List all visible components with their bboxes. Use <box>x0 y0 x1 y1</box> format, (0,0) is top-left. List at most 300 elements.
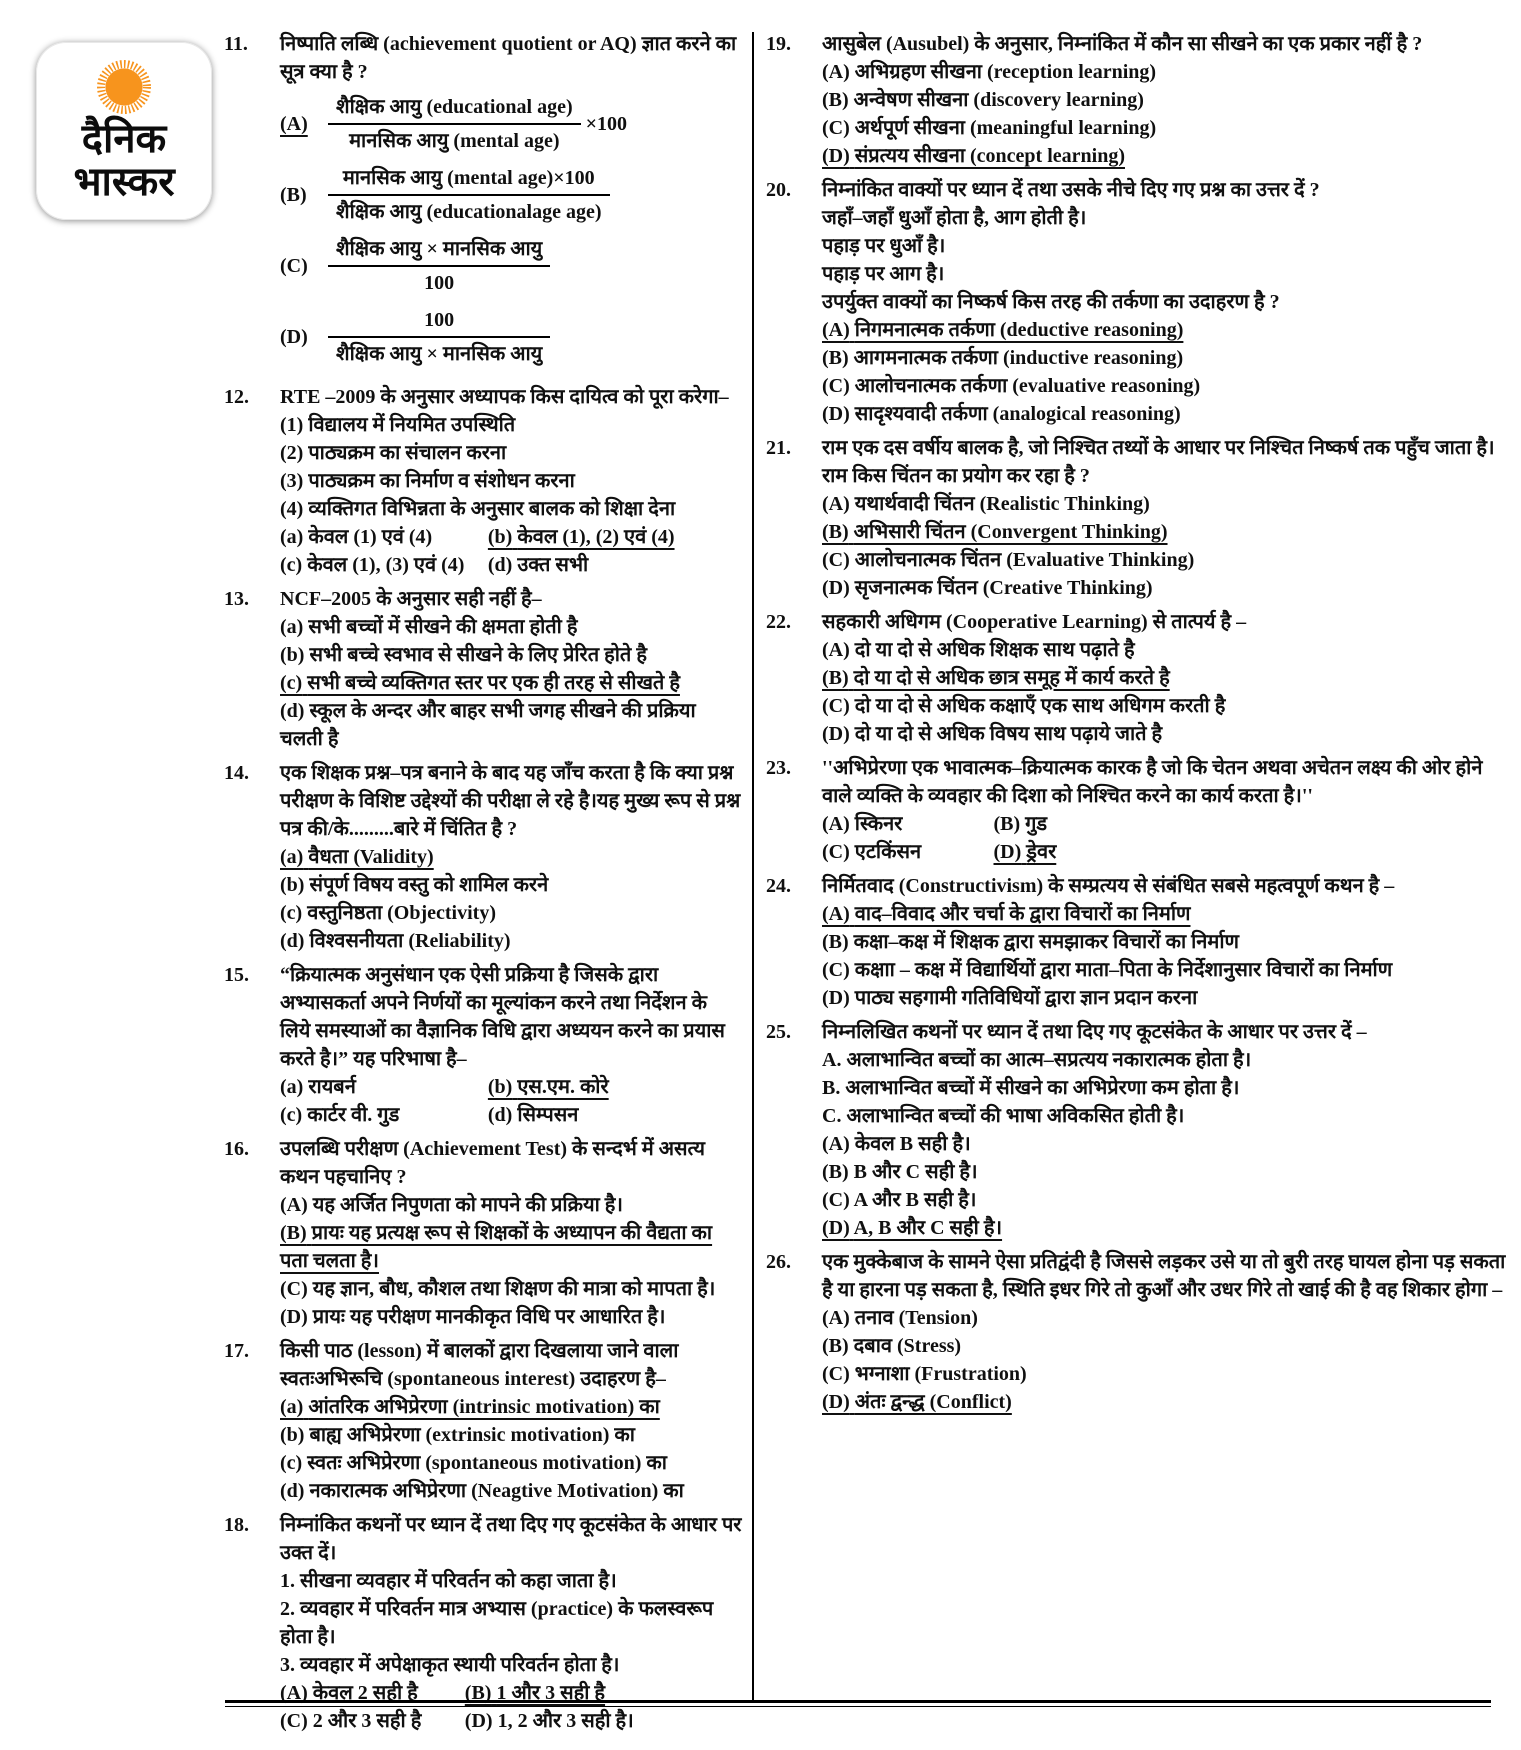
option-label: (c) <box>280 672 303 694</box>
answer-option-row <box>280 1707 742 1735</box>
option-label: (B) <box>822 1335 849 1357</box>
option-content <box>280 1222 712 1272</box>
answer-option <box>280 1073 488 1101</box>
question-20 <box>766 176 1508 428</box>
option-text: संपूर्ण विषय वस्तु को शामिल करने <box>309 874 549 896</box>
option-text: B और C सही है। <box>853 1161 978 1183</box>
question-number: 18. <box>224 1514 249 1536</box>
option-content <box>280 700 696 750</box>
option-label: (C) <box>280 255 308 277</box>
option-text: विश्वसनीयता (Reliability) <box>309 930 511 952</box>
answer-option <box>822 400 1508 428</box>
option-label: (A) <box>822 903 850 925</box>
answer-option <box>280 1275 742 1303</box>
option-text: केवल B सही है। <box>854 1133 971 1155</box>
question-column-left <box>224 30 752 1741</box>
answer-option <box>280 1707 465 1735</box>
option-text: उक्त सभी <box>517 554 589 576</box>
option-text: सभी बच्चे स्वभाव से सीखने के लिए प्रेरित होते है <box>309 644 647 666</box>
answer-option <box>465 1707 742 1735</box>
option-label: (D) <box>280 326 308 348</box>
answer-option <box>280 697 742 753</box>
answer-option <box>280 523 488 551</box>
option-label: (a) <box>280 616 304 638</box>
option-text: आंतरिक अभिप्रेरणा (intrinsic motivation) का <box>308 1396 660 1418</box>
question-number: 15. <box>224 964 249 986</box>
option-text: भग्नाशा (Frustration) <box>854 1363 1027 1385</box>
question-12 <box>224 383 742 579</box>
option-label: (C) <box>280 1710 308 1732</box>
question-text: B. अलाभान्वित बच्चों में सीखने का अभिप्रेरणा कम होता है। <box>822 1077 1240 1099</box>
option-label: (a) <box>280 526 304 548</box>
answer-option <box>822 984 1508 1012</box>
option-text: केवल (1), (3) एवं (4) <box>307 554 465 576</box>
option-label: (D) <box>822 145 850 167</box>
question-24 <box>766 872 1508 1012</box>
answer-option <box>822 928 1508 956</box>
option-text: कार्टर वी. गुड <box>307 1104 400 1126</box>
question-text: किसी पाठ (lesson) में बालकों द्वारा दिखलाया जाने वाला स्वतःअभिरूचि (spontaneous interest) उदाहरण है– <box>280 1340 679 1390</box>
option-label: (C) <box>822 959 850 981</box>
option-content <box>465 1710 634 1732</box>
option-content <box>822 959 1392 981</box>
option-content <box>994 841 1057 863</box>
option-text: एस.एम. कोरे <box>517 1076 609 1098</box>
option-label: (d) <box>280 930 305 952</box>
question-text: निम्नांकित वाक्यों पर ध्यान दें तथा उसके नीचे दिए गए प्रश्न का उत्तर दें ? <box>822 179 1320 201</box>
formula-option <box>280 306 742 368</box>
option-text: सभी बच्चे व्यक्तिगत स्तर पर एक ही तरह से सीखते है <box>307 672 680 694</box>
option-content <box>280 616 577 638</box>
question-body <box>822 176 1508 428</box>
option-content <box>822 987 1197 1009</box>
question-number: 20. <box>766 179 791 201</box>
option-label: (D) <box>822 1391 850 1413</box>
option-label: (A) <box>280 1682 308 1704</box>
question-body <box>280 1337 742 1505</box>
question-text: एक शिक्षक प्रश्न–पत्र बनाने के बाद यह जाँच करता है कि क्या प्रश्न परीक्षण के विशिष्ट उद्देश्यों की परीक्षा ले रहे है।यह मुख्य रूप से प्रश्न पत्र की/के.........बारे में चिंतित है ? <box>280 762 741 840</box>
option-content <box>822 695 1225 717</box>
option-text: नकारात्मक अभिप्रेरणा (Neagtive Motivation) का <box>309 1480 684 1502</box>
option-content <box>280 1194 623 1216</box>
question-column-right <box>752 30 1508 1741</box>
option-content <box>822 145 1125 167</box>
question-text: निर्मितवाद (Constructivism) के सम्प्रत्यय से संबंधित सबसे महत्वपूर्ण कथन है – <box>822 875 1395 897</box>
bottom-rule <box>225 1700 1491 1707</box>
option-content <box>822 1133 971 1155</box>
question-text: पहाड़ पर धुआँ है। <box>822 235 946 257</box>
option-content <box>822 521 1168 543</box>
answer-option <box>822 518 1508 546</box>
option-text: संप्रत्यय सीखना (concept learning) <box>854 145 1125 167</box>
option-label: (c) <box>280 554 303 576</box>
option-text: यथार्थवादी चिंतन (Realistic Thinking) <box>854 493 1150 515</box>
option-content <box>280 554 464 576</box>
fraction-denominator: मानसिक आयु (mental age) <box>349 130 560 152</box>
answer-option <box>822 1304 1508 1332</box>
option-label: (d) <box>280 700 305 722</box>
option-text: सभी बच्चों में सीखने की क्षमता होती है <box>308 616 578 638</box>
question-21 <box>766 434 1508 602</box>
question-text: C. अलाभान्वित बच्चों की भाषा अविकसित होती है। <box>822 1105 1185 1127</box>
question-text: निम्नलिखित कथनों पर ध्यान दें तथा दिए गए कूटसंकेत के आधार पर उत्तर दें – <box>822 1021 1367 1043</box>
option-text: दो या दो से अधिक शिक्षक साथ पढ़ाते है <box>854 639 1135 661</box>
option-label: (d) <box>280 1480 305 1502</box>
option-content <box>280 1480 684 1502</box>
option-content <box>822 903 1191 925</box>
option-content <box>280 1424 635 1446</box>
option-content <box>822 493 1150 515</box>
option-content <box>280 1104 399 1126</box>
question-body <box>822 30 1508 170</box>
option-text: प्रायः यह प्रत्यक्ष रूप से शिक्षकों के अध्यापन की वैद्यता का पता चलता है। <box>280 1222 713 1272</box>
question-number: 26. <box>766 1251 791 1273</box>
option-label: (D) <box>822 403 850 425</box>
question-text: आसुबेल (Ausubel) के अनुसार, निम्नांकित में कौन सा सीखने का एक प्रकार नहीं है ? <box>822 33 1423 55</box>
option-text: 1 और 3 सही है <box>496 1682 606 1704</box>
answer-option <box>280 1477 742 1505</box>
fraction-numerator: शैक्षिक आयु (educational age) <box>328 93 581 125</box>
option-label: (a) <box>280 1076 304 1098</box>
option-content <box>822 347 1183 369</box>
answer-option <box>822 1388 1508 1416</box>
option-content <box>822 723 1162 745</box>
answer-option <box>822 664 1508 692</box>
option-text: स्किनर <box>854 813 903 835</box>
option-text: दबाव (Stress) <box>853 1335 962 1357</box>
answer-option <box>280 843 742 871</box>
option-label: (A) <box>280 113 308 135</box>
option-content <box>822 813 902 835</box>
fraction <box>328 235 550 297</box>
option-text: पाठ्य सहगामी गतिविधियों द्वारा ज्ञान प्रदान करना <box>854 987 1198 1009</box>
question-body <box>822 872 1508 1012</box>
option-content <box>822 1391 1012 1413</box>
fraction-numerator: 100 <box>328 306 550 338</box>
option-label: (B) <box>822 347 849 369</box>
fraction-numerator: शैक्षिक आयु × मानसिक आयु <box>328 235 550 267</box>
answer-option <box>280 613 742 641</box>
option-text: सिम्पसन <box>517 1104 579 1126</box>
option-text: सृजनात्मक चिंतन (Creative Thinking) <box>854 577 1153 599</box>
option-text: अर्थपूर्ण सीखना (meaningful learning) <box>854 117 1157 139</box>
question-body <box>280 759 742 955</box>
option-label: (B) <box>822 89 849 111</box>
option-content <box>822 1335 961 1357</box>
option-label: (D) <box>822 1217 850 1239</box>
option-content <box>280 1396 660 1418</box>
question-number: 12. <box>224 386 249 408</box>
answer-option <box>822 546 1508 574</box>
option-label: (D) <box>822 577 850 599</box>
question-text: 1. सीखना व्यवहार में परिवर्तन को कहा जाता है। <box>280 1570 617 1592</box>
option-text: दो या दो से अधिक विषय साथ पढ़ाये जाते है <box>854 723 1163 745</box>
question-text: “क्रियात्मक अनुसंधान एक ऐसी प्रक्रिया है जिसके द्वारा अभ्यासकर्ता अपने निर्णयों का मूल्यांकन करने तथा निर्देशन के लिये समस्याओं का वैज्ञानिक विधि द्वारा अध्ययन करने का प्रयास करते है।” यह परिभाषा है– <box>280 964 725 1070</box>
option-text: केवल (1) एवं (4) <box>308 526 433 548</box>
dainik-bhaskar-logo <box>36 42 212 220</box>
option-label: (A) <box>822 1307 850 1329</box>
question-number: 24. <box>766 875 791 897</box>
option-label: (C) <box>822 117 850 139</box>
option-label: (A) <box>822 493 850 515</box>
question-number: 21. <box>766 437 791 459</box>
option-text: A और B सही है। <box>853 1189 977 1211</box>
option-label: (B) <box>822 1161 849 1183</box>
question-text: (1) विद्यालय में नियमित उपस्थिति <box>280 414 516 436</box>
option-content <box>822 117 1156 139</box>
question-text: (4) व्यक्तिगत विभिन्नता के अनुसार बालक को शिक्षा देना <box>280 498 676 520</box>
question-25 <box>766 1018 1508 1242</box>
answer-option <box>280 1449 742 1477</box>
option-label: (C) <box>822 549 850 571</box>
option-text: अंतः द्वन्द्ध (Conflict) <box>854 1391 1012 1413</box>
question-16 <box>224 1135 742 1331</box>
question-number: 17. <box>224 1340 249 1362</box>
option-text: स्वतः अभिप्रेरणा (spontaneous motivation) का <box>307 1452 667 1474</box>
answer-option <box>280 1219 742 1275</box>
answer-option <box>822 720 1508 748</box>
fraction-suffix: ×100 <box>585 113 628 135</box>
option-label: (A) <box>822 813 850 835</box>
option-label: (D) <box>464 1710 493 1732</box>
answer-option <box>280 1101 488 1129</box>
option-text: अभिसारी चिंतन (Convergent Thinking) <box>853 521 1168 543</box>
question-number: 25. <box>766 1021 791 1043</box>
option-label: (b) <box>280 874 305 896</box>
answer-option <box>822 1332 1508 1360</box>
option-content <box>280 1452 667 1474</box>
answer-option <box>488 551 742 579</box>
answer-option <box>822 372 1508 400</box>
option-content <box>822 403 1181 425</box>
option-label: (C) <box>822 375 850 397</box>
option-content <box>280 1710 421 1732</box>
option-label: (B) <box>280 184 307 206</box>
answer-option <box>822 692 1508 720</box>
answer-option <box>822 344 1508 372</box>
answer-option <box>822 900 1508 928</box>
option-label: (b) <box>487 1076 513 1098</box>
answer-option <box>822 1158 1508 1186</box>
option-label: (D) <box>280 1306 308 1328</box>
question-15 <box>224 961 742 1129</box>
option-label: (c) <box>280 1104 303 1126</box>
answer-option <box>994 810 1509 838</box>
answer-option <box>822 1130 1508 1158</box>
option-content <box>822 61 1156 83</box>
question-text: 3. व्यवहार में अपेक्षाकृत स्थायी परिवर्तन होता है। <box>280 1654 620 1676</box>
option-label: (a) <box>280 1396 304 1418</box>
option-label: (c) <box>280 902 303 924</box>
option-text: एटकिंसन <box>854 841 922 863</box>
question-body <box>280 961 742 1129</box>
option-content <box>488 1104 579 1126</box>
question-23 <box>766 754 1508 866</box>
option-content <box>280 644 647 666</box>
option-label: (A) <box>822 639 850 661</box>
option-label: (A) <box>822 1133 850 1155</box>
sun-icon <box>93 56 155 118</box>
answer-option <box>822 636 1508 664</box>
question-text: निम्नांकित कथनों पर ध्यान दें तथा दिए गए कूटसंकेत के आधार पर उक्त दें। <box>280 1514 742 1564</box>
option-text: रायबर्न <box>308 1076 356 1098</box>
question-text: उपलब्धि परीक्षण (Achievement Test) के सन्दर्भ में असत्य कथन पहचानिए ? <box>280 1138 705 1188</box>
answer-option <box>822 114 1508 142</box>
option-text: बाह्य अभिप्रेरणा (extrinsic motivation) का <box>309 1424 635 1446</box>
option-label: (d) <box>487 554 513 576</box>
option-label: (D) <box>822 723 850 745</box>
option-label: (b) <box>487 526 513 548</box>
option-label: (a) <box>280 846 304 868</box>
question-number: 23. <box>766 757 791 779</box>
option-content <box>488 554 588 576</box>
question-body <box>822 608 1508 748</box>
question-text: राम एक दस वर्षीय बालक है, जो निश्चित तथ्यों के आधार पर निश्चित निष्कर्ष तक पहुँच जाता है। राम किस चिंतन का प्रयोग कर रहा है ? <box>822 437 1495 487</box>
option-text: गुड <box>1025 813 1048 835</box>
answer-option <box>822 1360 1508 1388</box>
option-text: प्रायः यह परीक्षण मानकीकृत विधि पर आधारित है। <box>312 1306 666 1328</box>
option-label: (D) <box>822 987 850 1009</box>
question-number: 14. <box>224 762 249 784</box>
question-text: (3) पाठ्यक्रम का निर्माण व संशोधन करना <box>280 470 575 492</box>
option-content <box>488 1076 609 1098</box>
question-text: निष्पाति लब्धि (achievement quotient or AQ) ज्ञात करने का सूत्र क्या है ? <box>280 33 737 83</box>
question-text: (2) पाठ्यक्रम का संचालन करना <box>280 442 507 464</box>
option-label: (C) <box>822 1363 850 1385</box>
option-text: आगमनात्मक तर्कणा (inductive reasoning) <box>853 347 1184 369</box>
option-text: सादृश्यवादी तर्कणा (analogical reasoning) <box>854 403 1181 425</box>
option-label: (C) <box>822 841 850 863</box>
answer-option <box>488 1101 742 1129</box>
option-content <box>280 1278 715 1300</box>
option-label: (C) <box>822 695 850 717</box>
option-text: स्कूल के अन्दर और बाहर सभी जगह सीखने की प्रक्रिया चलती है <box>280 700 696 750</box>
option-text: तनाव (Tension) <box>854 1307 978 1329</box>
answer-option <box>280 1393 742 1421</box>
option-text: A, B और C सही है। <box>853 1217 1003 1239</box>
option-content <box>822 375 1200 397</box>
answer-option <box>280 899 742 927</box>
question-body <box>822 1018 1508 1242</box>
answer-option <box>280 1303 742 1331</box>
logo-text-line1: दैनिक <box>81 116 167 162</box>
question-17 <box>224 1337 742 1505</box>
option-text: वैधता (Validity) <box>308 846 434 868</box>
option-text: 2 और 3 सही है <box>312 1710 422 1732</box>
option-text: यह अर्जित निपुणता को मापने की प्रक्रिया है। <box>312 1194 623 1216</box>
option-text: निगमनात्मक तर्कणा (deductive reasoning) <box>854 319 1184 341</box>
option-content <box>822 639 1135 661</box>
fraction-denominator: शैक्षिक आयु (educationalage age) <box>336 201 602 223</box>
question-11 <box>224 30 742 377</box>
option-text: कक्षाा – कक्ष में विद्यार्थियों द्वारा माता–पिता के निर्देशानुसार विचारों का निर्माण <box>854 959 1393 981</box>
question-text: NCF–2005 के अनुसार सही नहीं है– <box>280 588 542 610</box>
question-number: 13. <box>224 588 249 610</box>
question-text: एक मुक्केबाज के सामने ऐसा प्रतिद्वंदी है जिससे लड़कर उसे या तो बुरी तरह घायल होना पड़ सकता है या हारना पड़ सकता है, स्थिति इधर गिरे तो कुआँ और उधर गिरे तो खाई की है वह शिकार होगा – <box>822 1251 1506 1301</box>
option-label: (A) <box>822 61 850 83</box>
option-text: केवल 2 सही है <box>312 1682 418 1704</box>
answer-option <box>280 1191 742 1219</box>
question-text: पहाड़ पर आग है। <box>822 263 945 285</box>
option-text: अन्वेषण सीखना (discovery learning) <box>853 89 1144 111</box>
question-26 <box>766 1248 1508 1416</box>
answer-option <box>488 1073 742 1101</box>
answer-option <box>822 1214 1508 1242</box>
answer-option-row <box>280 551 742 579</box>
option-content <box>822 1363 1027 1385</box>
option-content <box>822 841 921 863</box>
answer-option <box>822 1186 1508 1214</box>
question-body <box>822 434 1508 602</box>
answer-option <box>280 927 742 955</box>
fraction-denominator: 100 <box>424 272 455 294</box>
answer-option <box>822 810 994 838</box>
fraction-denominator: शैक्षिक आयु × मानसिक आयु <box>336 343 543 365</box>
option-label: (A) <box>822 319 850 341</box>
question-text: ''अभिप्रेरणा एक भावात्मक–क्रियात्मक कारक है जो कि चेतन अथवा अचेतन लक्ष्य की ओर होने वाले व्यक्ति के व्यवहार की दिशा को निश्चित करने का कार्य करता है।'' <box>822 757 1483 807</box>
option-content <box>280 930 511 952</box>
question-14 <box>224 759 742 955</box>
option-label: (B) <box>464 1682 492 1704</box>
question-number: 19. <box>766 33 791 55</box>
option-text: 1, 2 और 3 सही है। <box>497 1710 634 1732</box>
question-text: उपर्युक्त वाक्यों का निष्कर्ष किस तरह की तर्कणा का उदाहरण है ? <box>822 291 1280 313</box>
option-content <box>822 1217 1002 1239</box>
option-text: कक्षा–कक्ष में शिक्षक द्वारा समझाकर विचारों का निर्माण <box>853 931 1240 953</box>
option-label: (B) <box>822 931 849 953</box>
option-text: केवल (1), (2) एवं (4) <box>517 526 675 548</box>
answer-option <box>280 641 742 669</box>
option-content <box>822 1307 978 1329</box>
option-content <box>488 526 675 548</box>
option-content <box>280 1306 665 1328</box>
option-content <box>822 1189 977 1211</box>
option-label: (d) <box>487 1104 513 1126</box>
answer-option-row <box>280 523 742 551</box>
question-paper-content <box>224 30 1508 1741</box>
option-content <box>822 89 1144 111</box>
option-label: (D) <box>993 841 1022 863</box>
option-label: (b) <box>280 644 305 666</box>
option-text: वस्तुनिष्ठता (Objectivity) <box>307 902 496 924</box>
option-label: (B) <box>822 521 849 543</box>
option-content <box>280 846 434 868</box>
option-label: (C) <box>822 1189 850 1211</box>
answer-option <box>280 871 742 899</box>
answer-option <box>822 316 1508 344</box>
option-content <box>822 549 1194 571</box>
option-label: (b) <box>280 1424 305 1446</box>
question-body <box>280 383 742 579</box>
answer-option <box>822 838 994 866</box>
logo-text-line2: भास्कर <box>73 159 175 205</box>
option-text: आलोचनात्मक तर्कणा (evaluative reasoning) <box>854 375 1201 397</box>
option-content <box>822 1161 978 1183</box>
option-text: दो या दो से अधिक कक्षाएँ एक साथ अधिगम करती है <box>854 695 1226 717</box>
option-text: दो या दो से अधिक छात्र समूह में कार्य करते है <box>853 667 1170 689</box>
answer-option <box>822 142 1508 170</box>
fraction <box>328 164 610 226</box>
question-number: 11. <box>224 33 248 55</box>
answer-option <box>822 956 1508 984</box>
question-body <box>822 1248 1508 1416</box>
formula-option <box>280 235 742 297</box>
option-text: अभिग्रहण सीखना (reception learning) <box>854 61 1157 83</box>
answer-option <box>280 669 742 697</box>
fraction <box>328 306 550 368</box>
question-number: 22. <box>766 611 791 633</box>
question-body <box>280 30 742 377</box>
